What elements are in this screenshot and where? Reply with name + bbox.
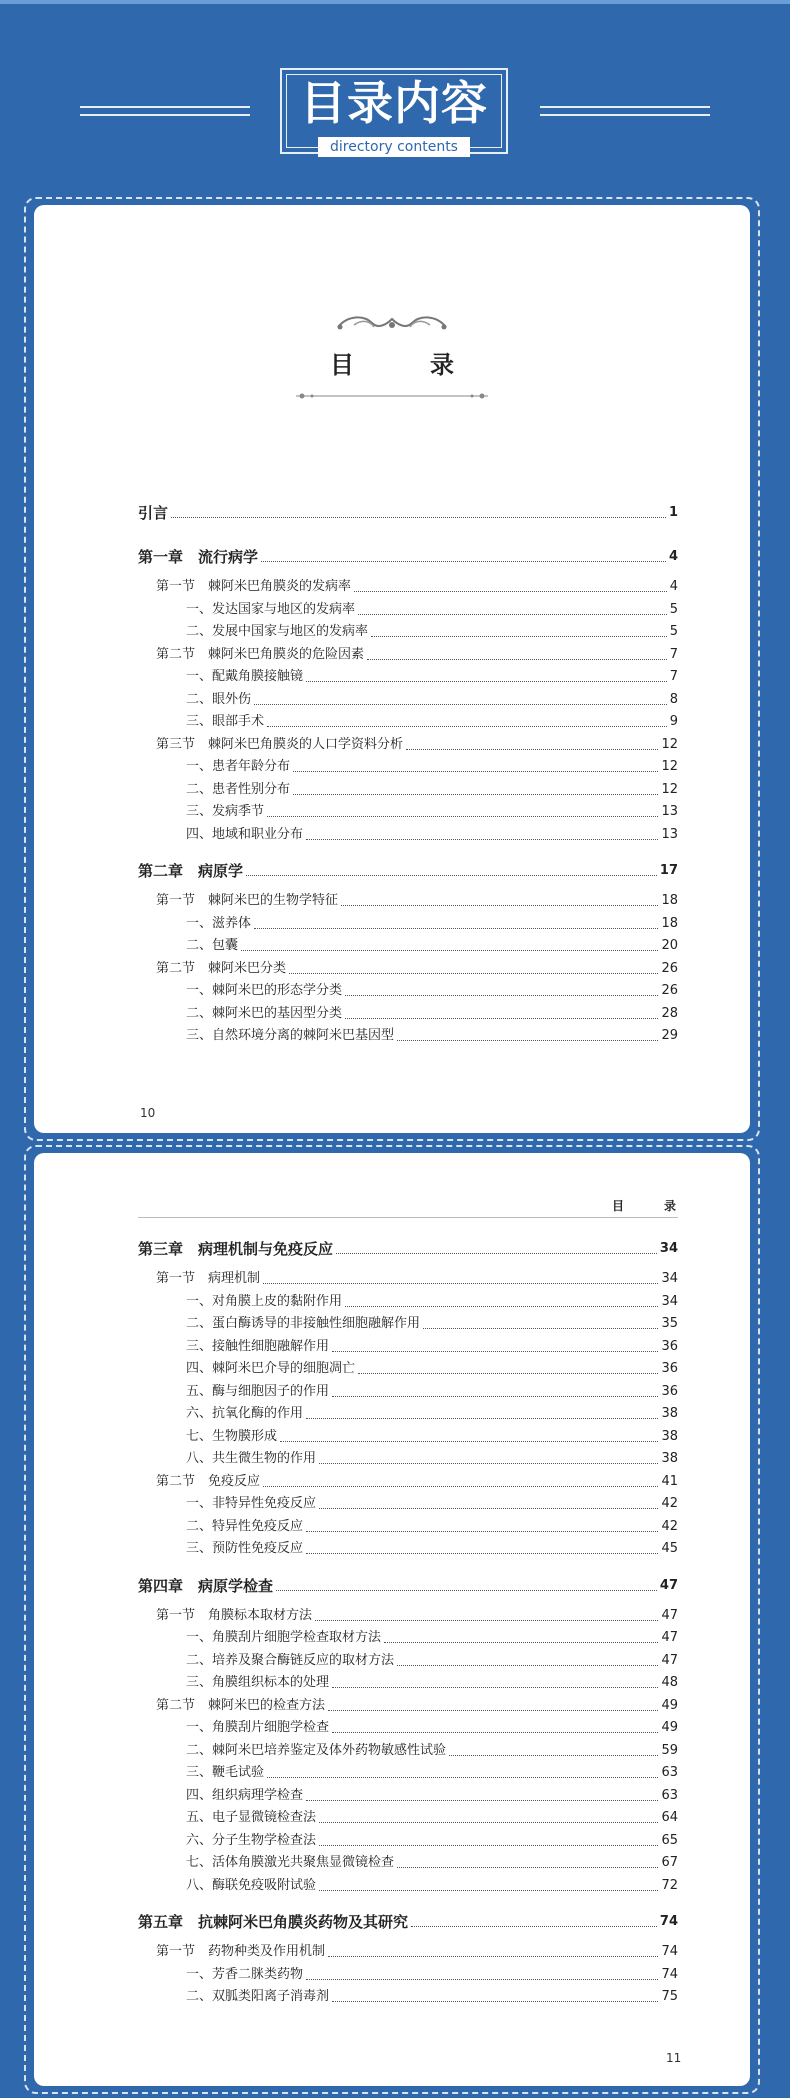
toc-leader-dots (336, 1253, 657, 1254)
toc-leader-dots (345, 995, 658, 996)
toc-entry-label: 一、患者年龄分布 (186, 759, 291, 774)
toc-leader-dots (306, 839, 658, 840)
toc-entry (138, 1942, 678, 1962)
toc-entry (138, 1337, 678, 1357)
toc-entry-page: 26 (661, 983, 678, 998)
toc-leader-dots (267, 726, 667, 727)
toc-leader-dots (341, 905, 658, 906)
toc-entry (138, 1628, 678, 1648)
header-subtitle: directory contents (318, 137, 470, 157)
toc-leader-dots (371, 636, 667, 637)
toc-entry-label: 二、特异性免疫反应 (186, 1518, 304, 1534)
toc-leader-dots (332, 1351, 658, 1352)
header-rule-right (540, 106, 710, 108)
toc-entry-label: 二、蛋白酶诱导的非接触性细胞融解作用 (186, 1316, 421, 1331)
toc-entry-page: 13 (661, 826, 678, 842)
toc-entry-label: 三、鞭毛试验 (186, 1765, 265, 1780)
toc-entry (138, 1786, 678, 1806)
toc-leader-dots (254, 928, 658, 929)
toc-entry-page: 4 (668, 549, 678, 564)
toc-leader-dots (306, 1531, 658, 1532)
toc-page-2 (34, 1153, 750, 2086)
toc-leader-dots (397, 1040, 658, 1041)
toc-entry-label: 五、电子显微镜检查法 (186, 1810, 317, 1825)
toc-leader-dots (406, 749, 658, 750)
toc-entry-label: 第一节 角膜标本取材方法 (156, 1607, 313, 1623)
toc-entry-page: 74 (659, 1914, 678, 1929)
toc-entry-label: 二、患者性别分布 (186, 781, 291, 797)
toc-entry-page: 38 (661, 1451, 678, 1466)
toc-entry-label: 第二节 棘阿米巴分类 (156, 960, 287, 976)
toc-entry-page: 35 (661, 1316, 678, 1331)
toc-leader-dots (332, 1687, 658, 1688)
toc-entry-label: 三、预防性免疫反应 (186, 1541, 304, 1556)
toc-leader-dots (423, 1328, 658, 1329)
toc-entry-page: 63 (661, 1765, 678, 1780)
toc-entry-label: 第二节 棘阿米巴的检查方法 (156, 1697, 326, 1713)
toc-entry-label: 二、双胍类阳离子消毒剂 (186, 1989, 330, 2004)
page-number: 11 (666, 2051, 682, 2065)
toc-leader-dots (306, 1553, 658, 1554)
toc-entry-label: 八、酶联免疫吸附试验 (186, 1877, 317, 1893)
toc-entry-label: 三、接触性细胞融解作用 (186, 1338, 330, 1354)
toc-leader-dots (293, 794, 658, 795)
toc-leader-dots (280, 1441, 658, 1442)
toc-entry-label: 第五章 抗棘阿米巴角膜炎药物及其研究 (138, 1913, 409, 1931)
toc-entry-page: 36 (661, 1383, 678, 1399)
toc-entry-label: 二、包囊 (186, 938, 239, 953)
toc-leader-dots (345, 1306, 658, 1307)
toc-entry-page: 49 (661, 1720, 678, 1735)
toc-leader-dots (289, 973, 658, 974)
toc-entry (138, 1269, 678, 1289)
toc-entry-page: 74 (661, 1966, 678, 1982)
toc-leader-dots (397, 1665, 658, 1666)
toc-entry (138, 1449, 678, 1469)
toc-page-1 (34, 205, 750, 1133)
toc-entry (138, 936, 678, 956)
toc-leader-dots (276, 1590, 657, 1591)
toc-entry-label: 引言 (138, 504, 169, 522)
toc-entry-page: 5 (669, 601, 678, 617)
toc-entry-page: 59 (661, 1742, 678, 1758)
toc-entry-label: 二、发展中国家与地区的发病率 (186, 624, 369, 639)
toc-entry (138, 1853, 678, 1873)
toc-entry-label: 五、酶与细胞因子的作用 (186, 1383, 330, 1399)
toc-leader-dots (328, 1710, 658, 1711)
toc-leader-dots (319, 1890, 658, 1891)
toc-entry (138, 622, 678, 642)
toc-leader-dots (332, 1732, 658, 1733)
toc-entry-label: 第四章 病原学检查 (138, 1576, 274, 1595)
toc-leader-dots (263, 1486, 658, 1487)
toc-entry-label: 第一节 药物种类及作用机制 (156, 1944, 326, 1959)
toc-entry-label: 八、共生微生物的作用 (186, 1451, 317, 1466)
toc-entry (138, 600, 678, 620)
toc-entry (138, 780, 678, 800)
toc-entry-page: 26 (661, 960, 678, 976)
toc-leader-dots (358, 1373, 658, 1374)
toc-entry (138, 1359, 678, 1379)
toc-entry-label: 四、地域和职业分布 (186, 826, 304, 842)
toc-entry-label: 一、非特异性免疫反应 (186, 1496, 317, 1511)
toc-leader-dots (384, 1642, 658, 1643)
toc-entry (138, 1965, 678, 1985)
toc-leader-dots (254, 704, 667, 705)
toc-entry (138, 1651, 678, 1671)
toc-entry-label: 三、发病季节 (186, 804, 265, 819)
toc-leader-dots (263, 1283, 658, 1284)
toc-entry-page: 34 (661, 1293, 678, 1309)
toc-entry (138, 712, 678, 732)
toc-entry-label: 二、棘阿米巴的基因型分类 (186, 1005, 343, 1021)
toc-leader-dots (315, 1620, 658, 1621)
page-number: 10 (140, 1106, 156, 1120)
toc-entry (138, 1763, 678, 1783)
toc-entry-page: 17 (659, 863, 678, 878)
toc-entry-label: 六、抗氧化酶的作用 (186, 1406, 304, 1421)
toc-entry (138, 1718, 678, 1738)
toc-entry-label: 第一节 棘阿米巴的生物学特征 (156, 893, 339, 908)
toc-entry-label: 第二节 棘阿米巴角膜炎的危险因素 (156, 646, 365, 662)
toc-entry (138, 1427, 678, 1447)
toc-leader-dots (411, 1926, 657, 1927)
toc-entry-page: 38 (661, 1406, 678, 1421)
ornament-icon (334, 313, 450, 333)
toc-entry-page: 38 (661, 1428, 678, 1444)
toc-entry-label: 第一章 流行病学 (138, 548, 259, 566)
toc-entry-page: 42 (661, 1518, 678, 1534)
toc-leader-dots (241, 950, 658, 951)
toc-entry-page: 1 (668, 505, 678, 520)
toc-entry (138, 1382, 678, 1402)
toc-entry-page: 8 (669, 691, 678, 707)
toc-entry (138, 690, 678, 710)
toc-entry-label: 二、棘阿米巴培养鉴定及体外药物敏感性试验 (186, 1742, 447, 1758)
toc-leader-dots (267, 816, 658, 817)
toc-leader-dots (293, 771, 658, 772)
toc-entry (138, 1831, 678, 1851)
toc-entry-page: 65 (661, 1832, 678, 1848)
toc-entry-page: 36 (661, 1361, 678, 1376)
toc-entry-label: 二、培养及聚合酶链反应的取材方法 (186, 1652, 395, 1668)
toc-entry-label: 二、眼外伤 (186, 691, 252, 707)
toc-entry-page: 20 (661, 938, 678, 953)
toc-entry-page: 49 (661, 1697, 678, 1713)
toc-entry (138, 1876, 678, 1896)
toc-leader-dots (332, 2001, 658, 2002)
toc-entry-label: 一、配戴角膜接触镜 (186, 669, 304, 684)
toc-entry (138, 825, 678, 845)
title-underline-ornament (296, 391, 488, 401)
toc-title: 目 录 (330, 350, 480, 379)
toc-entry-page: 7 (669, 646, 678, 662)
toc-entry-page: 45 (661, 1541, 678, 1556)
toc-entry (138, 503, 678, 523)
toc-leader-dots (328, 1956, 658, 1957)
toc-entry-page: 18 (661, 893, 678, 908)
toc-entry-page: 9 (669, 714, 678, 729)
toc-entry (138, 891, 678, 911)
toc-leader-dots (367, 659, 667, 660)
toc-entry-label: 一、对角膜上皮的黏附作用 (186, 1293, 343, 1309)
toc-entry-page: 47 (659, 1577, 678, 1593)
toc-leader-dots (354, 591, 667, 592)
toc-leader-dots (267, 1777, 658, 1778)
toc-entry-page: 64 (661, 1810, 678, 1825)
toc-entry-label: 第一节 棘阿米巴角膜炎的发病率 (156, 579, 352, 594)
header-rule-left-2 (80, 114, 250, 116)
toc-entry-page: 12 (661, 781, 678, 797)
toc-entry-label: 七、生物膜形成 (186, 1428, 278, 1444)
toc-entry-page: 41 (661, 1473, 678, 1489)
toc-entry-page: 4 (669, 579, 678, 594)
toc-entry (138, 1026, 678, 1046)
toc-entry-page: 47 (661, 1652, 678, 1668)
toc-entry-page: 18 (661, 915, 678, 931)
toc-entry-label: 一、芳香二脒类药物 (186, 1966, 304, 1982)
toc-entry (138, 959, 678, 979)
toc-entry-page: 74 (661, 1944, 678, 1959)
toc-leader-dots (319, 1845, 658, 1846)
toc-entry-page: 75 (661, 1989, 678, 2004)
toc-entry-label: 一、角膜刮片细胞学检查取材方法 (186, 1630, 382, 1645)
toc-entry (138, 735, 678, 755)
toc-entry-label: 一、发达国家与地区的发病率 (186, 601, 356, 617)
toc-entry-page: 13 (661, 804, 678, 819)
toc-entry (138, 861, 678, 881)
toc-entry (138, 1741, 678, 1761)
toc-entry-label: 第三节 棘阿米巴角膜炎的人口学资料分析 (156, 736, 404, 752)
toc-entry (138, 577, 678, 597)
toc-entry-label: 四、棘阿米巴介导的细胞凋亡 (186, 1361, 356, 1376)
toc-entry (138, 757, 678, 777)
toc-leader-dots (319, 1463, 658, 1464)
toc-leader-dots (319, 1822, 658, 1823)
toc-entry (138, 1004, 678, 1024)
toc-entry-label: 六、分子生物学检查法 (186, 1832, 317, 1848)
toc-entry-page: 47 (661, 1607, 678, 1623)
toc-entry (138, 1808, 678, 1828)
running-head: 目 录 (611, 1199, 690, 1213)
toc-entry-page: 67 (661, 1855, 678, 1870)
toc-leader-dots (358, 614, 667, 615)
toc-entry-label: 三、角膜组织标本的处理 (186, 1675, 330, 1690)
toc-entry (138, 1314, 678, 1334)
toc-entry (138, 1292, 678, 1312)
toc-entry-page: 48 (661, 1675, 678, 1690)
toc-leader-dots (246, 875, 657, 876)
toc-entry-page: 47 (661, 1630, 678, 1645)
toc-entry-label: 七、活体角膜激光共聚焦显微镜检查 (186, 1855, 395, 1870)
header-rule-right-2 (540, 114, 710, 116)
toc-entry-page: 5 (669, 624, 678, 639)
toc-entry (138, 981, 678, 1001)
header (0, 0, 790, 185)
toc-entry (138, 1673, 678, 1693)
toc-entry-page: 7 (669, 669, 678, 684)
toc-entry-label: 三、眼部手术 (186, 714, 265, 729)
toc-leader-dots (171, 517, 666, 518)
header-rule-left (80, 106, 250, 108)
toc-entry (138, 667, 678, 687)
toc-entry (138, 1987, 678, 2007)
toc-entry (138, 1576, 678, 1596)
toc-leader-dots (319, 1508, 658, 1509)
toc-entry-page: 29 (661, 1028, 678, 1043)
toc-leader-dots (306, 1418, 658, 1419)
toc-leader-dots (261, 561, 666, 562)
toc-entry (138, 1606, 678, 1626)
toc-leader-dots (306, 681, 667, 682)
toc-entry-label: 第二节 免疫反应 (156, 1473, 261, 1489)
toc-leader-dots (449, 1755, 658, 1756)
toc-entry-label: 第三章 病理机制与免疫反应 (138, 1240, 334, 1258)
toc-entry-page: 72 (661, 1877, 678, 1893)
toc-entry (138, 547, 678, 567)
toc-entry-page: 12 (661, 736, 678, 752)
toc-leader-dots (345, 1018, 658, 1019)
toc-entry-label: 一、滋养体 (186, 915, 252, 931)
toc-entry (138, 1912, 678, 1932)
toc-entry-page: 34 (659, 1241, 678, 1256)
toc-entry (138, 1239, 678, 1259)
toc-entry-page: 28 (661, 1005, 678, 1021)
toc-entry (138, 1517, 678, 1537)
toc-entry (138, 802, 678, 822)
toc-leader-dots (306, 1800, 658, 1801)
toc-entry-page: 36 (661, 1338, 678, 1354)
toc-entry (138, 1539, 678, 1559)
toc-entry-label: 一、棘阿米巴的形态学分类 (186, 983, 343, 998)
toc-entry (138, 1472, 678, 1492)
toc-entry (138, 914, 678, 934)
toc-entry (138, 1696, 678, 1716)
toc-entry (138, 1404, 678, 1424)
toc-entry-page: 34 (661, 1271, 678, 1286)
toc-entry-label: 一、角膜刮片细胞学检查 (186, 1720, 330, 1735)
toc-entry-label: 三、自然环境分离的棘阿米巴基因型 (186, 1028, 395, 1043)
toc-entry-page: 63 (661, 1787, 678, 1803)
header-title: 目录内容 (300, 76, 488, 130)
toc-leader-dots (397, 1867, 658, 1868)
toc-entry-page: 12 (661, 759, 678, 774)
toc-entry-page: 42 (661, 1496, 678, 1511)
toc-entry (138, 1494, 678, 1514)
running-head-rule (138, 1217, 678, 1218)
toc-entry-label: 第一节 病理机制 (156, 1271, 261, 1286)
toc-leader-dots (332, 1396, 658, 1397)
toc-leader-dots (306, 1979, 658, 1980)
toc-entry-label: 第二章 病原学 (138, 862, 244, 880)
toc-entry (138, 645, 678, 665)
toc-entry-label: 四、组织病理学检查 (186, 1787, 304, 1803)
